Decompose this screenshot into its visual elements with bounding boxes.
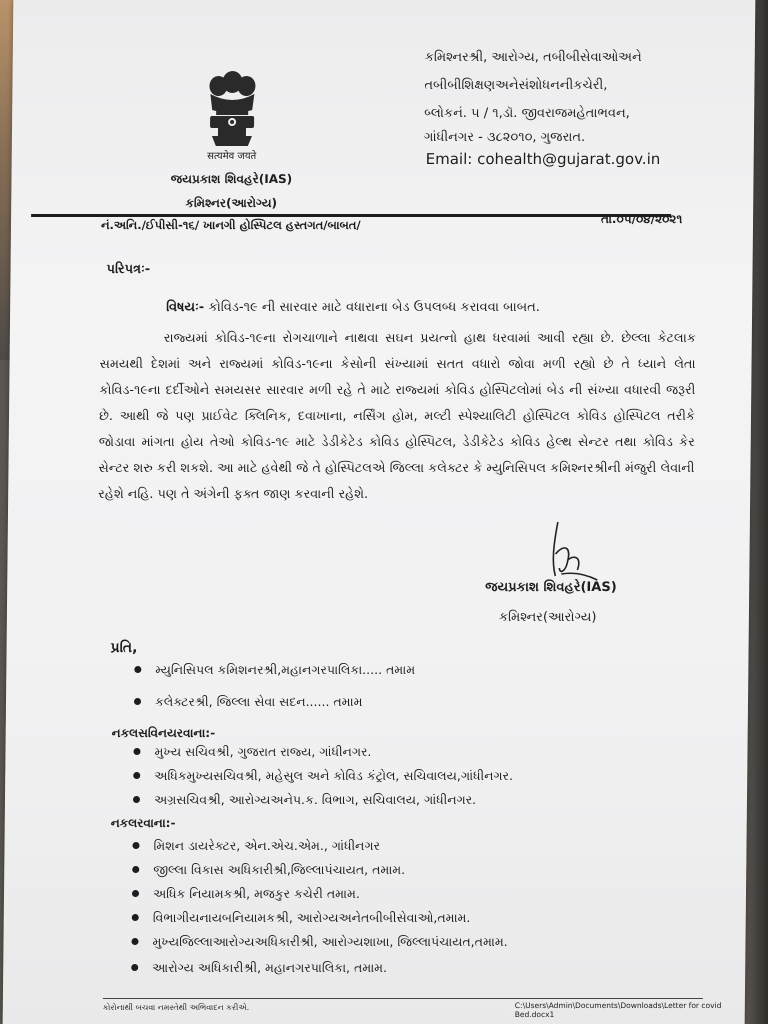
recipient-item: મ્યુનિસિપલ કમિશનરશ્રી,મહાનગરપાલિકા..... તમામ	[134, 662, 415, 678]
copy-to-item: મુખ્યજિલ્લાઆરોગ્યઅધિકારીશ્રી, આરોગ્યશાખા, જિલ્લાપંચાયત,તમામ.	[131, 934, 507, 950]
bullet-icon	[131, 938, 138, 945]
circular-body-text: રાજ્યમાં કોવિડ-૧૯ના રોગચાળાને નાથવા સઘન પ્રયત્નો હાથ ધરવામાં આવી રહ્યા છે. છેલ્લા કેટલાક સમયથી દેશમાં અને રાજ્યમાં કોવિડ-૧૯ના કેસોની સંખ્યામાં સતત વધારો જોવા મળી રહ્યો છે તે ધ્યાને લેતા કોવિડ-૧૯ના દર્દીઓને સમયસર સારવાર મળી રહે તે માટે રાજ્યમાં કોવિડ હોસ્પિટલોમાં બેડ ની સંખ્યા વધારવી જરૂરી છે. આથી જે પણ પ્રાઈવેટ ક્લિનિક, દવાખાના, નર્સિંગ હોમ, મલ્ટી સ્પેશ્યાલિટી હોસ્પિટલ કોવિડ હોસ્પિટલ તરીકે જોડાવા માંગતા હોય તેઓ કોવિડ-૧૯ માટે ડેડીકેટેડ કોવિડ હોસ્પિટલ, ડેડીકેટેડ કોવિડ હેલ્થ સેન્ટર તથા કોવિડ કેર સેન્ટર શરુ કરી શકશે. આ માટે હવેથી જે તે હોસ્પિટલએ જિલ્લા કલેક્ટર કે મ્યુનિસિપલ કમિશ્નરશ્રીની મંજુરી લેવાની રહેશે નહિ. પણ તે અંગેની ફક્ત જાણ કરવાની રહેશે.	[98, 331, 696, 502]
footer-slogan: કોરોનાથી બચવા નમસ્તેથી અભિવાદન કરીએ.	[102, 1003, 250, 1012]
reference-number: નં.અનિ./ઈપીસી-૧૬/ ખાનગી હોસ્પિટલ હસ્તગત/બાબત/	[100, 218, 361, 232]
copy-info-item: મુખ્ય સચિવશ્રી, ગુજરાત રાજ્ય, ગાંધીનગર.	[133, 744, 371, 760]
copy-info-item: અગ્રસચિવશ્રી, આરોગ્યઅનેપ.ક. વિભાગ, સચિવાલય, ગાંધીનગર.	[133, 792, 476, 808]
bullet-icon	[131, 964, 138, 971]
bullet-icon	[132, 914, 139, 921]
emblem-motto: सत्यमेव जयते	[207, 151, 257, 162]
bullet-icon	[134, 666, 141, 673]
subject-text: કોવિડ-૧૯ ની સારવાર માટે વધારાના બેડ ઉપલબ્ધ કરાવવા બાબત.	[208, 300, 540, 315]
recipients-label: પ્રતિ,	[110, 640, 138, 656]
office-address-line: તબીબીશિક્ષણઅનેસંશોધનનીકચેરી,	[424, 78, 608, 93]
bullet-icon	[132, 842, 139, 849]
footer-file-path: C:\Users\Admin\Documents\Downloads\Letter for covid Bed.docx1	[514, 1001, 722, 1019]
circular-subject	[166, 300, 540, 315]
office-address-line: કમિશ્નરશ્રી, આરોગ્ય, તબીબીસેવાઓઅને	[424, 50, 642, 65]
issuer-designation: કમિશ્નર(આરોગ્ય)	[185, 196, 278, 210]
bullet-icon	[132, 890, 139, 897]
bullet-icon	[133, 772, 140, 779]
recipient-item: કલેક્ટરશ્રી, જિલ્લા સેવા સદન...... તમામ	[134, 694, 363, 710]
issuer-name: જયપ્રકાશ શિવહરે(IAS)	[170, 172, 293, 186]
circular-document	[3, 0, 756, 1024]
circular-heading: પરિપત્રઃ-	[106, 262, 151, 277]
bullet-icon	[133, 796, 140, 803]
copy-to-item: જીલ્લા વિકાસ અધિકારીશ્રી,જિલ્લાપંચાયત, તમામ.	[132, 862, 405, 878]
copy-to-item: અધિક નિયામકશ્રી, મજકુર કચેરી તમામ.	[132, 886, 360, 902]
ashoka-emblem-icon	[196, 66, 269, 148]
copy-to-item: મિશન ડાયરેક્ટર, એન.એચ.એમ., ગાંધીનગર	[132, 838, 380, 854]
signatory-designation: કમિશ્નર(આરોગ્ય)	[498, 610, 597, 625]
office-address-line: બ્લોકનં. ૫ / ૧,ડૉ. જીવરાજમહેતાભવન,	[424, 106, 630, 121]
copy-to-label: નકલરવાના:-	[110, 816, 176, 830]
footer-divider	[103, 998, 703, 999]
circular-body	[98, 326, 696, 508]
copy-info-item: અધિકમુખ્યસચિવશ્રી, મહેસુલ અને કોવિડ કંટ્રોલ, સચિવાલય,ગાંધીનગર.	[133, 768, 513, 784]
signatory-name: જયપ્રકાશ શિવહરે(IAS)	[485, 580, 617, 595]
office-email: Email: cohealth@gujarat.gov.in	[425, 150, 661, 168]
header-divider	[31, 214, 671, 217]
office-address-line: ગાંધીનગર - ૩૮૨૦૧૦, ગુજરાત.	[423, 130, 586, 145]
copy-to-item: આરોગ્ય અધિકારીશ્રી, મહાનગરપાલિકા, તમામ.	[131, 960, 387, 976]
copy-to-item: વિભાગીયનાયબનિયામકશ્રી, આરોગ્યઅનેતબીબીસેવાઓ,તમામ.	[132, 910, 471, 926]
bullet-icon	[134, 698, 141, 705]
bullet-icon	[133, 748, 140, 755]
bullet-icon	[132, 866, 139, 873]
reference-date: તા.૦૫/૦૪/૨૦૨૧	[600, 212, 683, 226]
subject-label: વિષયઃ-	[166, 300, 205, 315]
copy-info-label: નકલસવિનયરવાના:-	[111, 726, 216, 740]
